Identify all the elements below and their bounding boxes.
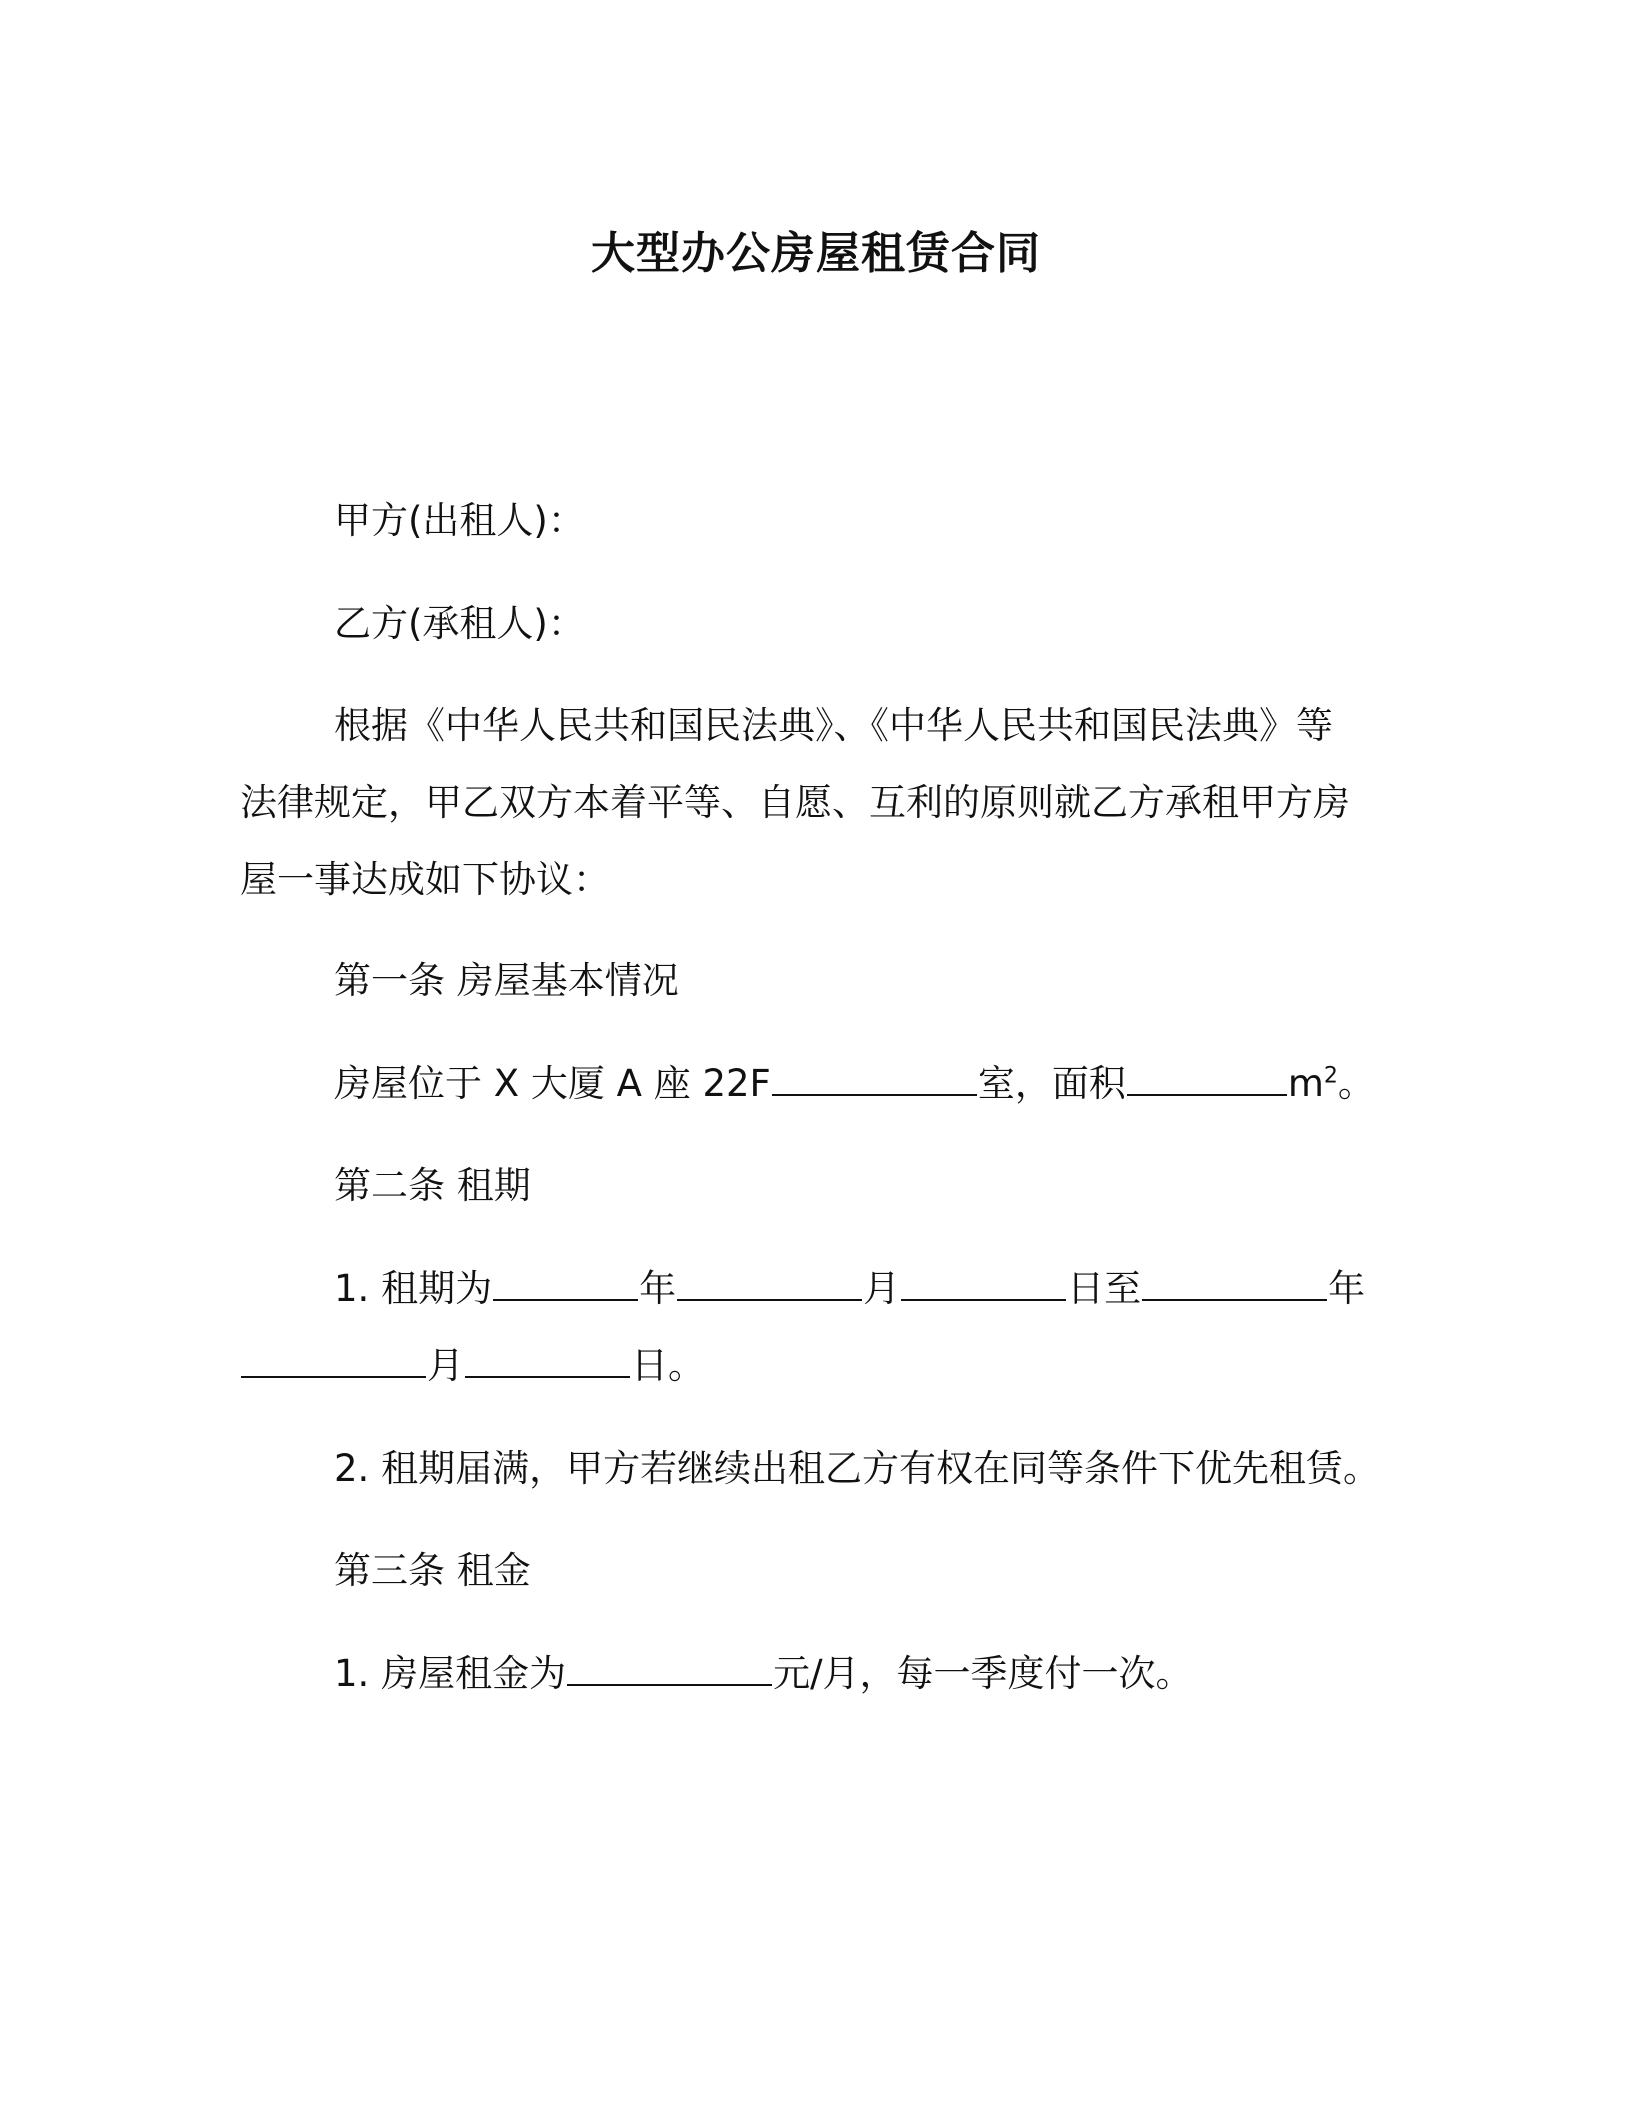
rent-line [334,1648,1193,1700]
party-a-line: 甲方(出租人)： [334,499,585,542]
end-year-blank[interactable] [1142,1265,1327,1301]
location-end: 。 [1337,1062,1375,1105]
start-year-blank[interactable] [493,1265,638,1301]
rent-suffix: 元/月，每一季度付一次。 [773,1652,1193,1695]
rent-prefix: 1. 房屋租金为 [334,1652,567,1695]
day-to-label: 日至 [1067,1267,1142,1310]
location-text: 房屋位于 X 大厦 A 座 22F [334,1062,771,1105]
end-day-blank[interactable] [465,1342,630,1378]
term-prefix: 1. 租期为 [334,1267,493,1310]
document-title: 大型办公房屋租赁合同 [591,228,1041,279]
year-label-2: 年 [1328,1267,1366,1310]
area-blank[interactable] [1127,1060,1287,1096]
term-line-2 [240,1340,705,1392]
start-month-blank[interactable] [677,1265,862,1301]
renewal-clause: 2. 租期届满，甲方若继续出租乙方有权在同等条件下优先租赁。 [334,1447,1381,1490]
article-2-heading: 第二条 租期 [334,1164,531,1207]
article-1-location [334,1058,1375,1110]
party-b-line: 乙方(承租人)： [334,602,585,645]
start-day-blank[interactable] [901,1265,1066,1301]
month-label-2: 月 [427,1344,464,1387]
day-label-2: 日。 [631,1344,705,1387]
room-label: 室，面积 [977,1062,1126,1105]
preamble-line-3: 屋一事达成如下协议： [240,858,610,901]
term-line-1 [334,1263,1365,1315]
area-unit: m [1287,1062,1324,1105]
month-label-1: 月 [863,1267,901,1310]
area-unit-superscript: 2 [1323,1063,1338,1089]
article-3-heading: 第三条 租金 [334,1549,531,1592]
preamble-line-1: 根据《中华人民共和国民法典》、《中华人民共和国民法典》等 [334,704,1333,747]
room-number-blank[interactable] [772,1060,977,1096]
year-label-1: 年 [639,1267,677,1310]
rent-amount-blank[interactable] [567,1650,772,1686]
end-month-blank[interactable] [241,1342,426,1378]
article-1-heading: 第一条 房屋基本情况 [334,959,679,1002]
preamble-line-2: 法律规定，甲乙双方本着平等、自愿、互利的原则就乙方承租甲方房 [240,781,1350,824]
